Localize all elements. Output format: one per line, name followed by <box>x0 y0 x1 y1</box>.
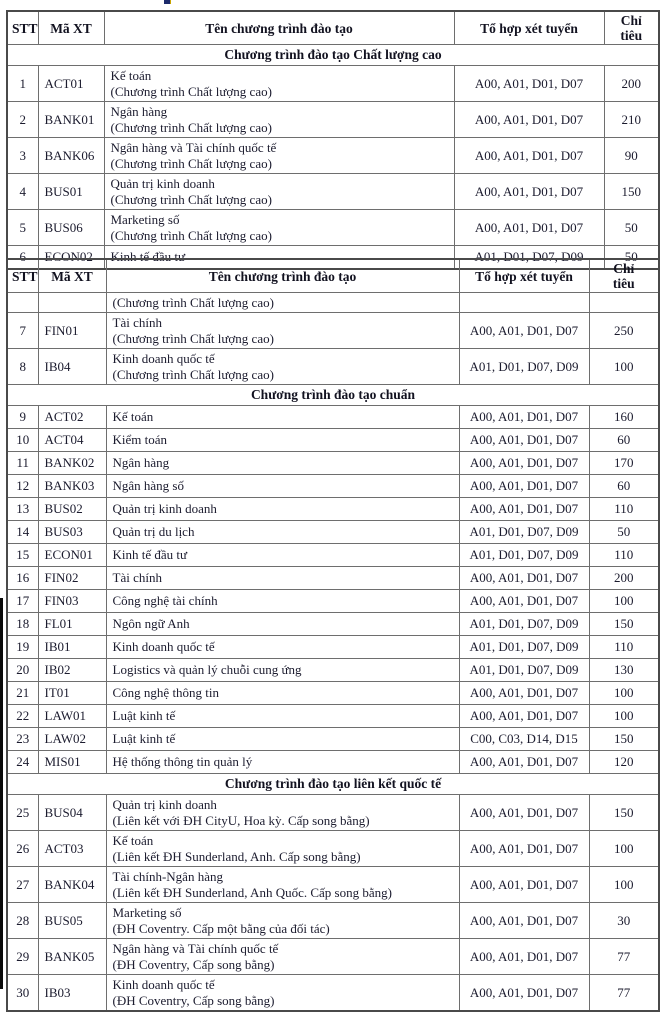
section-header-row <box>7 385 659 406</box>
program-name: Logistics và quản lý chuỗi cung ứng <box>112 662 302 677</box>
program-name-cell <box>104 174 454 210</box>
table-row <box>7 210 659 246</box>
program-note: (Chương trình Chất lượng cao) <box>110 227 272 243</box>
table-row <box>7 498 659 521</box>
program-name: Tài chính-Ngân hàng <box>112 868 223 884</box>
combo-cell: A00, A01, D01, D07 <box>459 590 589 613</box>
program-name: Ngân hàng <box>110 103 168 119</box>
program-name-cell <box>104 210 454 246</box>
stt-cell: 14 <box>7 521 38 544</box>
column-header: Mã XT <box>38 11 104 45</box>
table-header <box>7 11 659 45</box>
program-name-cell <box>106 544 459 567</box>
stt-cell: 1 <box>7 66 38 102</box>
program-name-cell <box>104 138 454 174</box>
program-name-cell <box>106 867 459 903</box>
table-row <box>7 831 659 867</box>
table-row <box>7 867 659 903</box>
quota-cell: 120 <box>589 751 659 774</box>
program-name: Ngân hàng và Tài chính quốc tế <box>112 940 279 956</box>
stt-cell <box>7 293 38 313</box>
program-note: (Liên kết với ĐH CityU, Hoa kỳ. Cấp song bằng) <box>112 812 370 828</box>
program-code-cell: IB03 <box>38 975 106 1012</box>
stt-cell: 22 <box>7 705 38 728</box>
program-name-cell <box>106 659 459 682</box>
stt-cell: 4 <box>7 174 38 210</box>
program-name-cell <box>106 728 459 751</box>
section-header-row <box>7 774 659 795</box>
program-code-cell: IB02 <box>38 659 106 682</box>
combo-cell: A00, A01, D01, D07 <box>459 567 589 590</box>
quota-cell: 77 <box>589 939 659 975</box>
quota-cell: 160 <box>589 406 659 429</box>
quota-cell: 60 <box>589 429 659 452</box>
program-name-cell <box>106 903 459 939</box>
stt-cell: 29 <box>7 939 38 975</box>
program-note: (Chương trình Chất lượng cao) <box>112 366 274 382</box>
table-row <box>7 313 659 349</box>
table-row <box>7 102 659 138</box>
scan-artifact-stripe <box>0 598 3 989</box>
program-note: (Chương trình Chất lượng cao) <box>112 330 274 346</box>
program-name-cell <box>106 452 459 475</box>
stt-cell: 16 <box>7 567 38 590</box>
stt-cell: 25 <box>7 795 38 831</box>
program-name: Luật kinh tế <box>112 708 176 723</box>
program-code-cell: FIN01 <box>38 313 106 349</box>
table-row <box>7 728 659 751</box>
program-name-cell <box>106 590 459 613</box>
table-row <box>7 705 659 728</box>
stt-cell: 7 <box>7 313 38 349</box>
program-name-cell <box>106 293 459 313</box>
program-code-cell: LAW02 <box>38 728 106 751</box>
program-code-cell: BUS02 <box>38 498 106 521</box>
table-row <box>7 66 659 102</box>
section-label: Chương trình đào tạo liên kết quốc tế <box>7 774 659 795</box>
program-note: (Chương trình Chất lượng cao) <box>110 191 272 207</box>
program-code-cell: BUS05 <box>38 903 106 939</box>
combo-cell: A00, A01, D01, D07 <box>459 751 589 774</box>
program-name: Hệ thống thông tin quản lý <box>112 754 253 769</box>
table-header <box>7 259 659 293</box>
combo-cell <box>459 293 589 313</box>
program-name-cell <box>106 613 459 636</box>
combo-cell: A01, D01, D07, D09 <box>454 246 604 270</box>
combo-cell: A00, A01, D01, D07 <box>459 475 589 498</box>
program-name: Quản trị du lịch <box>112 524 195 539</box>
combo-cell: A00, A01, D01, D07 <box>454 102 604 138</box>
quota-cell: 50 <box>604 246 659 270</box>
stt-cell: 17 <box>7 590 38 613</box>
table-row <box>7 751 659 774</box>
program-name: Kinh tế đầu tư <box>112 547 188 562</box>
combo-cell: A00, A01, D01, D07 <box>454 138 604 174</box>
quota-cell: 200 <box>589 567 659 590</box>
table-row <box>7 590 659 613</box>
admission-table-2 <box>6 258 660 1012</box>
quota-cell: 200 <box>604 66 659 102</box>
program-note: (Liên kết ĐH Sunderland, Anh Quốc. Cấp song bằng) <box>112 884 392 900</box>
program-name: Kế toán <box>112 832 154 848</box>
table-row <box>7 939 659 975</box>
program-name: Công nghệ thông tin <box>112 685 220 700</box>
program-name-cell <box>106 521 459 544</box>
program-name-cell <box>106 475 459 498</box>
table-row <box>7 429 659 452</box>
quota-cell: 170 <box>589 452 659 475</box>
program-name: Kinh doanh quốc tế <box>112 350 215 366</box>
program-code-cell: FIN03 <box>38 590 106 613</box>
combo-cell: A00, A01, D01, D07 <box>459 903 589 939</box>
program-note: (ĐH Coventry. Cấp một bằng của đối tác) <box>112 920 330 936</box>
combo-cell: A00, A01, D01, D07 <box>459 939 589 975</box>
combo-cell: A00, A01, D01, D07 <box>459 429 589 452</box>
quota-cell: 60 <box>589 475 659 498</box>
program-code-cell: BANK04 <box>38 867 106 903</box>
column-header: Tên chương trình đào tạo <box>106 259 459 293</box>
header-row <box>7 259 659 293</box>
program-name: Kế toán <box>110 67 152 83</box>
table-row <box>7 682 659 705</box>
quota-cell: 100 <box>589 831 659 867</box>
column-header: Chỉ tiêu <box>589 259 659 293</box>
program-name: Ngôn ngữ Anh <box>112 616 190 631</box>
quota-cell: 130 <box>589 659 659 682</box>
program-code-cell: BUS03 <box>38 521 106 544</box>
program-name: Quản trị kinh doanh <box>112 796 217 812</box>
table-row <box>7 903 659 939</box>
program-name: Tài chính <box>112 314 162 330</box>
program-code-cell: BANK05 <box>38 939 106 975</box>
combo-cell: A00, A01, D01, D07 <box>459 795 589 831</box>
column-header: Chỉ tiêu <box>604 11 659 45</box>
program-code-cell: ACT03 <box>38 831 106 867</box>
program-code-cell: ACT04 <box>38 429 106 452</box>
program-name-cell <box>106 406 459 429</box>
stt-cell: 13 <box>7 498 38 521</box>
program-code-cell: IB01 <box>38 636 106 659</box>
program-note: (ĐH Coventry, Cấp song bằng) <box>112 956 275 972</box>
stt-cell: 19 <box>7 636 38 659</box>
table-row <box>7 349 659 385</box>
admission-table-1 <box>6 10 660 270</box>
table-row <box>7 475 659 498</box>
program-code-cell: BANK01 <box>38 102 104 138</box>
column-header: STT <box>7 11 38 45</box>
program-name-cell <box>106 939 459 975</box>
program-code-cell: BUS06 <box>38 210 104 246</box>
table-row <box>7 636 659 659</box>
program-code-cell: ACT02 <box>38 406 106 429</box>
program-name-cell <box>106 795 459 831</box>
program-name: Tài chính <box>112 570 162 585</box>
stt-cell: 9 <box>7 406 38 429</box>
program-note: (ĐH Coventry, Cấp song bằng) <box>112 992 275 1008</box>
stt-cell: 27 <box>7 867 38 903</box>
program-code-cell: MIS01 <box>38 751 106 774</box>
combo-cell: A00, A01, D01, D07 <box>459 682 589 705</box>
stt-cell: 6 <box>7 246 38 270</box>
combo-cell: A01, D01, D07, D09 <box>459 613 589 636</box>
column-header: Tổ hợp xét tuyển <box>459 259 589 293</box>
program-name: Marketing số <box>112 904 182 920</box>
table-row <box>7 452 659 475</box>
section-label: Chương trình đào tạo Chất lượng cao <box>7 45 659 66</box>
program-name: Công nghệ tài chính <box>112 593 218 608</box>
stt-cell: 18 <box>7 613 38 636</box>
program-name-cell <box>106 429 459 452</box>
header-row <box>7 11 659 45</box>
quota-cell: 90 <box>604 138 659 174</box>
section-label: Chương trình đào tạo chuẩn <box>7 385 659 406</box>
program-note: (Chương trình Chất lượng cao) <box>110 119 272 135</box>
program-note: (Chương trình Chất lượng cao) <box>110 155 272 171</box>
quota-cell: 250 <box>589 313 659 349</box>
combo-cell: A00, A01, D01, D07 <box>459 313 589 349</box>
program-code-cell: LAW01 <box>38 705 106 728</box>
combo-cell: A00, A01, D01, D07 <box>459 498 589 521</box>
table-row <box>7 521 659 544</box>
stt-cell: 30 <box>7 975 38 1012</box>
column-header: Mã XT <box>38 259 106 293</box>
table-row <box>7 659 659 682</box>
table-row <box>7 406 659 429</box>
combo-cell: A00, A01, D01, D07 <box>459 831 589 867</box>
program-name-cell <box>106 751 459 774</box>
combo-cell: A01, D01, D07, D09 <box>459 659 589 682</box>
program-code-cell: BANK06 <box>38 138 104 174</box>
table-row <box>7 975 659 1012</box>
program-name-cell <box>106 567 459 590</box>
table-row <box>7 613 659 636</box>
quota-cell: 100 <box>589 705 659 728</box>
combo-cell: A01, D01, D07, D09 <box>459 349 589 385</box>
quota-cell: 150 <box>589 728 659 751</box>
quota-cell: 110 <box>589 544 659 567</box>
table-row <box>7 138 659 174</box>
quota-cell: 100 <box>589 590 659 613</box>
program-code-cell: ECON02 <box>38 246 104 270</box>
stt-cell: 3 <box>7 138 38 174</box>
program-code-cell: ACT01 <box>38 66 104 102</box>
program-note: (Chương trình Chất lượng cao) <box>112 294 274 310</box>
program-name-cell <box>106 975 459 1012</box>
stt-cell: 15 <box>7 544 38 567</box>
quota-cell: 210 <box>604 102 659 138</box>
stt-cell: 28 <box>7 903 38 939</box>
combo-cell: A00, A01, D01, D07 <box>454 210 604 246</box>
program-code-cell: IT01 <box>38 682 106 705</box>
quota-cell: 100 <box>589 682 659 705</box>
program-name-cell <box>106 682 459 705</box>
program-name: Luật kinh tế <box>112 731 176 746</box>
combo-cell: A00, A01, D01, D07 <box>459 975 589 1012</box>
program-code-cell <box>38 293 106 313</box>
program-code-cell: BUS01 <box>38 174 104 210</box>
stt-cell: 21 <box>7 682 38 705</box>
program-name: Kinh doanh quốc tế <box>112 639 215 654</box>
stt-cell: 5 <box>7 210 38 246</box>
program-name-cell <box>106 831 459 867</box>
program-name-cell <box>106 498 459 521</box>
column-header: STT <box>7 259 38 293</box>
stt-cell: 2 <box>7 102 38 138</box>
program-name-cell <box>104 66 454 102</box>
stt-cell: 23 <box>7 728 38 751</box>
quota-cell: 150 <box>589 795 659 831</box>
program-name: Quản trị kinh doanh <box>112 501 217 516</box>
stt-cell: 24 <box>7 751 38 774</box>
program-name-cell <box>104 102 454 138</box>
program-name: Kiểm toán <box>112 432 168 447</box>
program-name: Ngân hàng và Tài chính quốc tế <box>110 139 277 155</box>
quota-cell: 110 <box>589 498 659 521</box>
program-code-cell: BUS04 <box>38 795 106 831</box>
combo-cell: A01, D01, D07, D09 <box>459 521 589 544</box>
quota-cell: 100 <box>589 867 659 903</box>
combo-cell: A00, A01, D01, D07 <box>459 406 589 429</box>
section-header-row <box>7 45 659 66</box>
table-row <box>7 544 659 567</box>
combo-cell: A01, D01, D07, D09 <box>459 636 589 659</box>
program-name-cell <box>106 636 459 659</box>
cropped-text-fragment <box>164 0 171 4</box>
stt-cell: 26 <box>7 831 38 867</box>
table-row <box>7 293 659 313</box>
program-code-cell: FL01 <box>38 613 106 636</box>
combo-cell: A00, A01, D01, D07 <box>454 66 604 102</box>
stt-cell: 20 <box>7 659 38 682</box>
program-code-cell: ECON01 <box>38 544 106 567</box>
program-note: (Chương trình Chất lượng cao) <box>110 83 272 99</box>
combo-cell: A00, A01, D01, D07 <box>459 452 589 475</box>
table-row <box>7 174 659 210</box>
quota-cell: 100 <box>589 349 659 385</box>
quota-cell: 150 <box>604 174 659 210</box>
quota-cell: 150 <box>589 613 659 636</box>
combo-cell: A01, D01, D07, D09 <box>459 544 589 567</box>
stt-cell: 11 <box>7 452 38 475</box>
quota-cell: 30 <box>589 903 659 939</box>
program-note: (Liên kết ĐH Sunderland, Anh. Cấp song bằng) <box>112 848 361 864</box>
program-name: Kinh doanh quốc tế <box>112 976 215 992</box>
table-row <box>7 795 659 831</box>
stt-cell: 10 <box>7 429 38 452</box>
program-name-cell <box>106 349 459 385</box>
quota-cell: 110 <box>589 636 659 659</box>
program-name: Kinh tế đầu tư <box>110 249 186 264</box>
program-name: Kế toán <box>112 409 154 424</box>
program-code-cell: IB04 <box>38 349 106 385</box>
quota-cell: 50 <box>604 210 659 246</box>
combo-cell: A00, A01, D01, D07 <box>454 174 604 210</box>
stt-cell: 8 <box>7 349 38 385</box>
quota-cell: 77 <box>589 975 659 1012</box>
program-name: Ngân hàng số <box>112 478 184 493</box>
combo-cell: A00, A01, D01, D07 <box>459 705 589 728</box>
program-name: Ngân hàng <box>112 455 170 470</box>
stt-cell: 12 <box>7 475 38 498</box>
combo-cell: A00, A01, D01, D07 <box>459 867 589 903</box>
program-name-cell <box>106 705 459 728</box>
quota-cell <box>589 293 659 313</box>
column-header: Tên chương trình đào tạo <box>104 11 454 45</box>
program-code-cell: BANK03 <box>38 475 106 498</box>
table-row <box>7 567 659 590</box>
program-name: Quản trị kinh doanh <box>110 175 215 191</box>
quota-cell: 50 <box>589 521 659 544</box>
program-code-cell: FIN02 <box>38 567 106 590</box>
program-name: Marketing số <box>110 211 180 227</box>
column-header: Tổ hợp xét tuyển <box>454 11 604 45</box>
program-code-cell: BANK02 <box>38 452 106 475</box>
combo-cell: C00, C03, D14, D15 <box>459 728 589 751</box>
program-name-cell <box>106 313 459 349</box>
